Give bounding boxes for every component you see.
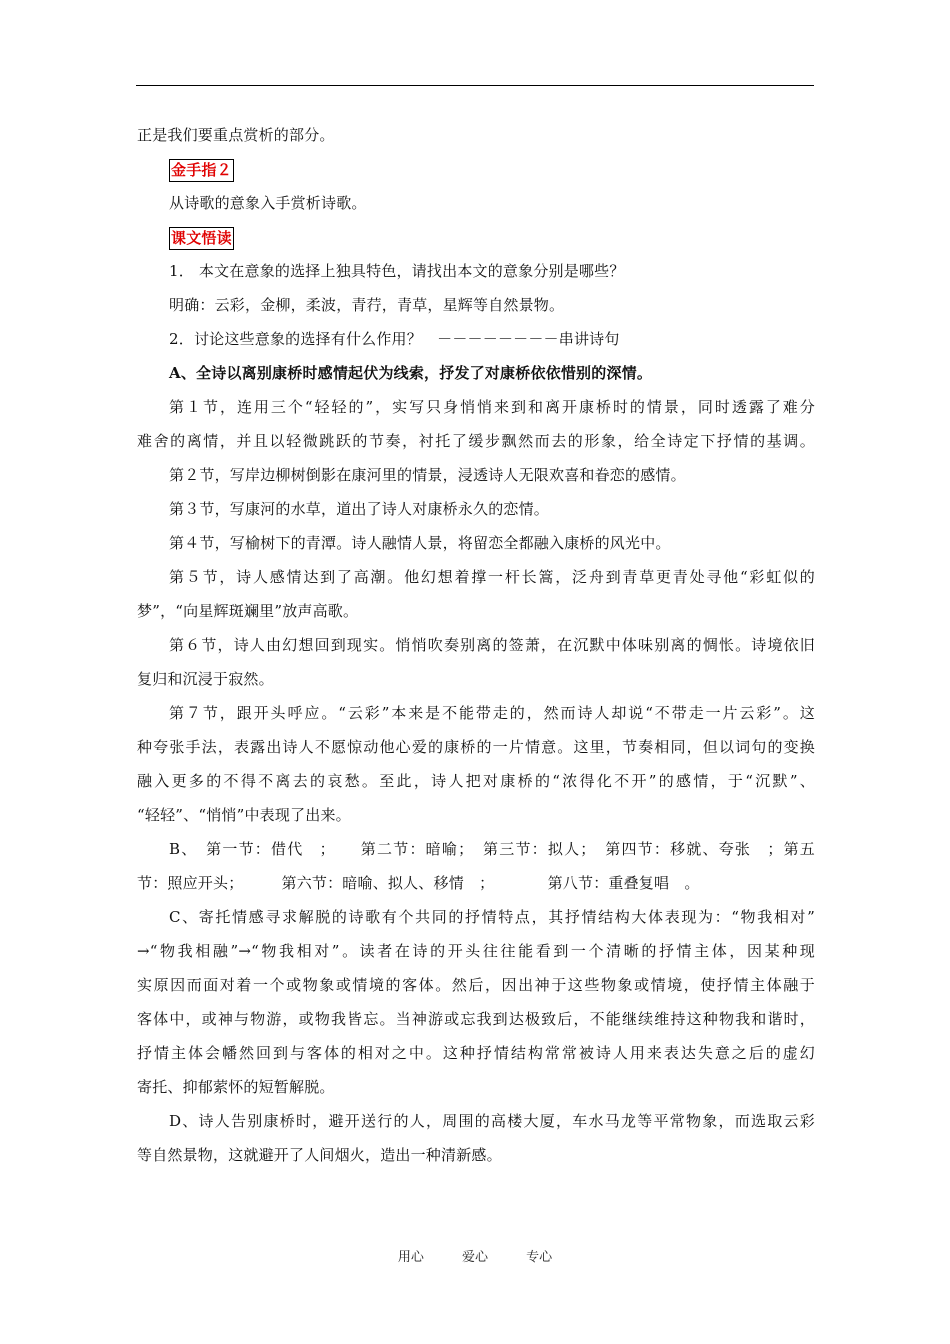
answer-1: 明确：云彩，金柳，柔波，青荇，青草，星辉等自然景物。 xyxy=(169,296,565,314)
point-c-line: C、寄托情感寻求解脱的诗歌有个共同的抒情特点，其抒情结构大体表现为：“物我相对” xyxy=(169,908,815,926)
section-tag-line xyxy=(137,220,815,254)
section-tag-text-reading: 课文悟读 xyxy=(169,227,234,250)
stanza-1-line: 第１节，连用三个“轻轻的”，实写只身悄悄来到和离开康桥时的情景，同时透露了难分 xyxy=(169,398,815,416)
page-footer xyxy=(0,1246,950,1265)
footer-text: 专心 xyxy=(526,1250,553,1265)
stanza-2-line: 第２节，写岸边柳树倒影在康河里的情景，浸透诗人无限欢喜和眷恋的感情。 xyxy=(169,466,686,484)
stanza-7-line: “轻轻”、“悄悄”中表现了出来。 xyxy=(137,806,351,824)
point-c-line: 实原因而面对着一个或物象或情境的客体。然后，因出神于这些物象或情境，使抒情主体融于 xyxy=(137,976,815,994)
stanza-4-line: 第４节，写榆树下的青潭。诗人融情人景，将留恋全都融入康桥的风光中。 xyxy=(169,534,671,552)
header-rule xyxy=(136,85,814,86)
stanza-7-line: 种夸张手法，表露出诗人不愿惊动他心爱的康桥的一片情意。这里，节奏相同，但以词句的变换 xyxy=(137,738,815,756)
stanza-6-line: 复归和沉浸于寂然。 xyxy=(137,670,274,688)
point-c-line: 抒情主体会幡然回到与客体的相对之中。这种抒情结构常常被诗人用来表达失意之后的虚幻 xyxy=(137,1044,815,1062)
stanza-5-line: 梦”，“向星辉斑斓里”放声高歌。 xyxy=(137,602,359,620)
stanza-1-line: 难舍的离情，并且以轻微跳跃的节奏，衬托了缓步飘然而去的形象，给全诗定下抒情的基调。 xyxy=(137,432,815,450)
point-a: A、全诗以离别康桥时感情起伏为线索，抒发了对康桥依依惜别的深情。 xyxy=(169,364,653,382)
section-tag-golden-finger: 金手指２ xyxy=(169,159,234,182)
footer-text: 爱心 xyxy=(461,1250,488,1265)
document-body xyxy=(137,118,815,1172)
question-1: 1． 本文在意象的选择上独具特色，请找出本文的意象分别是哪些？ xyxy=(169,262,625,280)
stanza-7-line: 第７节，跟开头呼应。“云彩”本来是不能带走的，然而诗人却说“不带走一片云彩”。这 xyxy=(169,704,815,722)
question-2: 2．讨论这些意象的选择有什么作用？ －－－－－－－－串讲诗句 xyxy=(169,330,620,348)
footer-text: 用心 xyxy=(397,1250,424,1265)
paragraph-line: 正是我们要重点赏析的部分。 xyxy=(137,126,335,144)
point-b-line: B、 第一节：借代 ； 第二节：暗喻； 第三节：拟人； 第四节：移就、夸张 ；第五 xyxy=(169,840,815,858)
section-tag-line xyxy=(137,152,815,186)
stanza-6-line: 第６节，诗人由幻想回到现实。悄悄吹奏别离的签萧，在沉默中体味别离的惆怅。诗境依旧 xyxy=(169,636,815,654)
point-d-line: 等自然景物，这就避开了人间烟火，造出一种清新感。 xyxy=(137,1146,502,1164)
stanza-5-line: 第５节，诗人感情达到了高潮。他幻想着撑一杆长篙，泛舟到青草更青处寻他“彩虹似的 xyxy=(169,568,815,586)
paragraph-line: 从诗歌的意象入手赏析诗歌。 xyxy=(169,194,367,212)
point-c-line: 寄托、抑郁萦怀的短暂解脱。 xyxy=(137,1078,335,1096)
stanza-3-line: 第３节，写康河的水草，道出了诗人对康桥永久的恋情。 xyxy=(169,500,550,518)
point-c-line: →“物我相融”→“物我相对”。读者在诗的开头往往能看到一个清晰的抒情主体，因某种现 xyxy=(137,942,815,960)
stanza-7-line: 融入更多的不得不离去的哀愁。至此，诗人把对康桥的“浓得化不开”的感情，于“沉默”、 xyxy=(137,772,815,790)
point-c-line: 客体中，或神与物游，或物我皆忘。当神游或忘我到达极致后，不能继续维持这种物我和谐时， xyxy=(137,1010,815,1028)
point-b-line: 节：照应开头； 第六节：暗喻、拟人、移情 ； 第八节：重叠复唱 。 xyxy=(137,874,700,892)
point-d-line: D、诗人告别康桥时，避开送行的人，周围的高楼大厦，车水马龙等平常物象，而选取云彩 xyxy=(169,1112,815,1130)
